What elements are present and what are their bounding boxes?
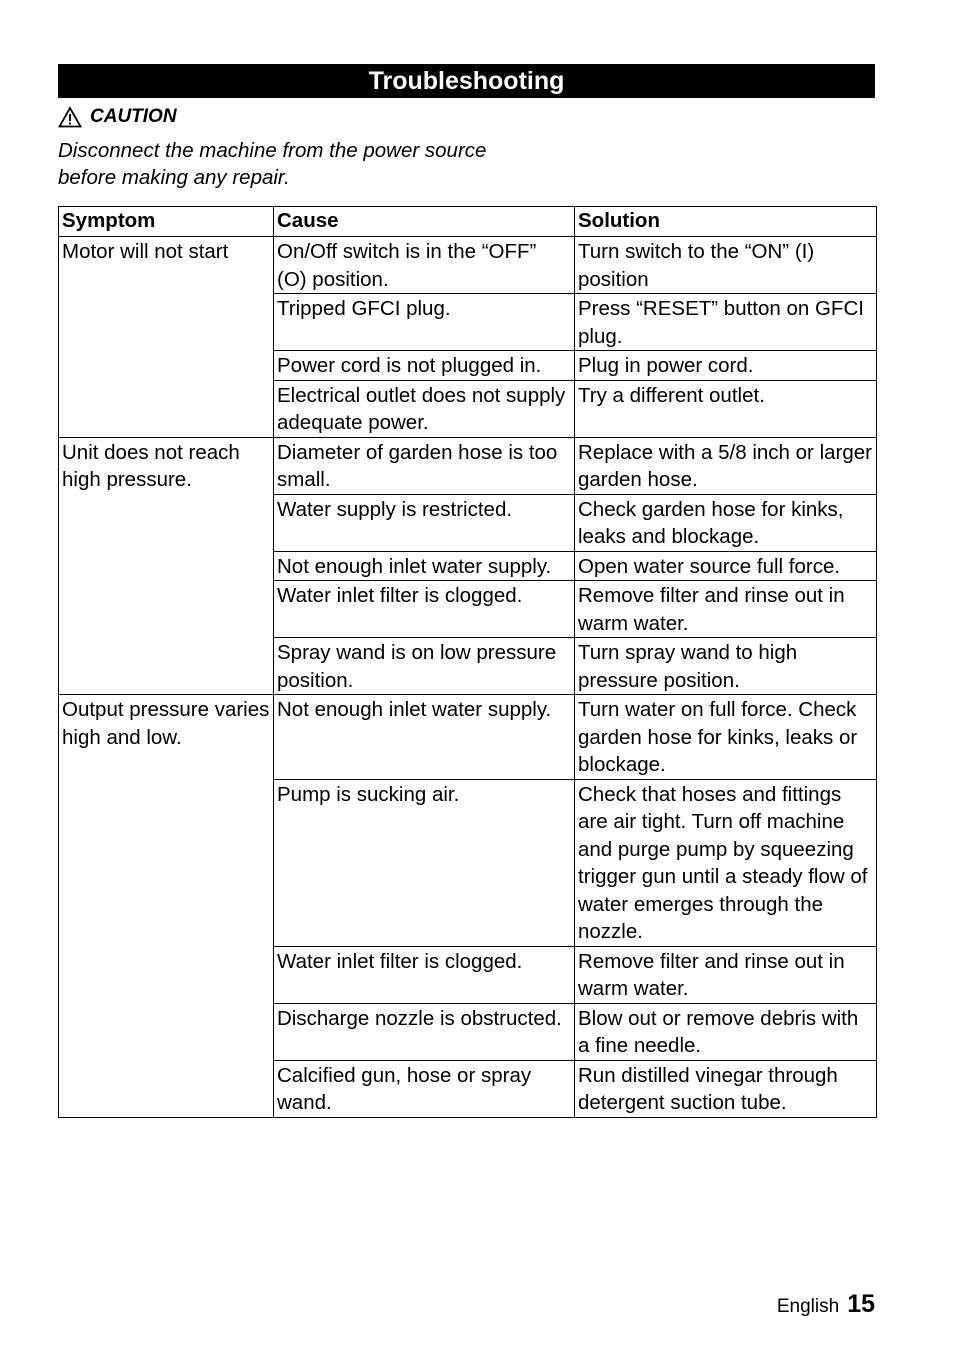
table-header-row	[59, 207, 877, 237]
cause-cell: Water inlet filter is clogged.	[274, 946, 575, 1003]
table-row	[59, 695, 877, 780]
solution-cell: Check that hoses and fittings are air tight. Turn off machine and purge pump by squeezing trigger gun until a steady flow of water emerges through the nozzle.	[575, 779, 877, 946]
cause-cell: Calcified gun, hose or spray wand.	[274, 1060, 575, 1117]
table-row	[59, 437, 877, 494]
section-title-bar	[58, 64, 875, 98]
cause-cell: Pump is sucking air.	[274, 779, 575, 946]
cause-cell: Electrical outlet does not supply adequate power.	[274, 380, 575, 437]
warning-triangle-icon	[58, 106, 82, 128]
cause-cell: Power cord is not plugged in.	[274, 351, 575, 381]
solution-cell: Check garden hose for kinks, leaks and blockage.	[575, 494, 877, 551]
solution-cell: Turn water on full force. Check garden hose for kinks, leaks or blockage.	[575, 695, 877, 780]
caution-label: CAUTION	[90, 106, 177, 127]
symptom-cell: Output pressure varies high and low.	[59, 695, 274, 1118]
solution-cell: Run distilled vinegar through detergent suction tube.	[575, 1060, 877, 1117]
header-symptom: Symptom	[59, 207, 274, 237]
solution-cell: Replace with a 5/8 inch or larger garden hose.	[575, 437, 877, 494]
symptom-cell: Motor will not start	[59, 237, 274, 438]
table-row	[59, 237, 877, 294]
symptom-cell: Unit does not reach high pressure.	[59, 437, 274, 695]
troubleshooting-table	[58, 206, 877, 1118]
cause-cell: Spray wand is on low pressure position.	[274, 638, 575, 695]
cause-cell: On/Off switch is in the “OFF” (O) position.	[274, 237, 575, 294]
solution-cell: Remove filter and rinse out in warm water.	[575, 581, 877, 638]
solution-cell: Turn spray wand to high pressure position.	[575, 638, 877, 695]
solution-cell: Blow out or remove debris with a fine needle.	[575, 1003, 877, 1060]
cause-cell: Tripped GFCI plug.	[274, 294, 575, 351]
footer-language: English	[776, 1296, 840, 1317]
header-solution: Solution	[575, 207, 877, 237]
cause-cell: Not enough inlet water supply.	[274, 695, 575, 780]
solution-cell: Turn switch to the “ON” (I) position	[575, 237, 877, 294]
cause-cell: Diameter of garden hose is too small.	[274, 437, 575, 494]
cause-cell: Discharge nozzle is obstructed.	[274, 1003, 575, 1060]
cause-cell: Water supply is restricted.	[274, 494, 575, 551]
caution-heading	[58, 106, 177, 128]
page-number: 15	[847, 1290, 875, 1318]
cause-cell: Not enough inlet water supply.	[274, 551, 575, 581]
solution-cell: Plug in power cord.	[575, 351, 877, 381]
solution-cell: Open water source full force.	[575, 551, 877, 581]
cause-cell: Water inlet filter is clogged.	[274, 581, 575, 638]
caution-text: Disconnect the machine from the power source before making any repair.	[58, 139, 487, 189]
header-cause: Cause	[274, 207, 575, 237]
solution-cell: Remove filter and rinse out in warm water.	[575, 946, 877, 1003]
solution-cell: Try a different outlet.	[575, 380, 877, 437]
page-footer	[777, 1290, 875, 1319]
section-title: Troubleshooting	[368, 66, 565, 95]
solution-cell: Press “RESET” button on GFCI plug.	[575, 294, 877, 351]
